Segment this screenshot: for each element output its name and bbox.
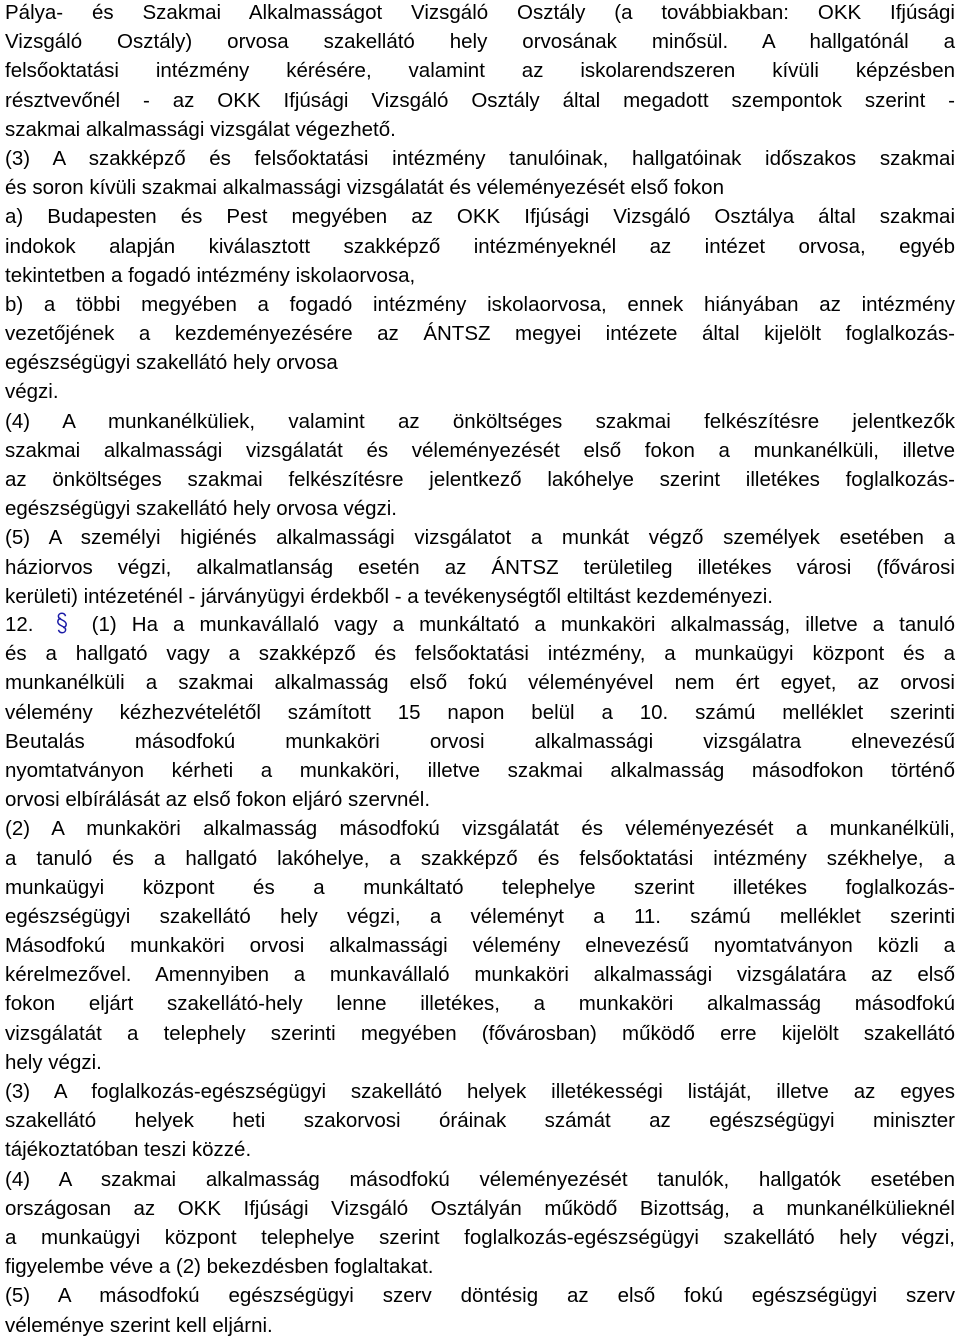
text-line: a tanuló és a hallgató lakóhelye, a szakképző és felsőoktatási intézmény székhelye, a (5, 846, 955, 870)
section-sign-icon[interactable] (55, 612, 69, 634)
text-line: (4) A szakmai alkalmasság másodfokú véleményezését tanulók, hallgatók esetében (5, 1167, 955, 1191)
text-line: és a hallgató vagy a szakképző és felsőoktatási intézmény, a munkaügyi központ és a (5, 642, 955, 666)
text-line: Másodfokú munkaköri orvosi alkalmassági vélemény elnevezésű nyomtatványon közli a (5, 934, 955, 958)
text-line: egészségügyi szakellátó hely orvosa végzi. (5, 497, 397, 521)
text-line: tekintetben a fogadó intézmény iskolaorvosa, (5, 263, 416, 287)
section-number: 12. (5, 613, 34, 636)
text-line: kerületi) intézeténél - járványügyi érdekből - a tevékenységtől eltiltást kezdeményezi. (5, 584, 773, 608)
text-line: végzi. (5, 380, 59, 404)
text-line: véleménye szerint kell eljárni. (5, 1313, 273, 1337)
text-line: szakmai alkalmassági vizsgálat végezhető. (5, 117, 396, 141)
text-line: Pálya- és Szakmai Alkalmasságot Vizsgáló Osztály (a továbbiakban: OKK Ifjúsági (5, 1, 955, 24)
text-line: fokon eljárt szakellátó-hely lenne illetékes, a munkaköri alkalmasság másodfokú (5, 992, 955, 1016)
text-line: háziorvos végzi, alkalmatlanság esetén az ÁNTSZ területileg illetékes városi (fővárosi (5, 555, 955, 579)
text-line: szakmai alkalmassági vizsgálatát és véleményezését első fokon a munkanélküli, illetve (5, 438, 955, 462)
section-12-intro-text: (1) Ha a munkavállaló vagy a munkáltató a munkaköri alkalmasság, illetve a tanuló (91, 613, 956, 636)
section-12-first-line (5, 610, 955, 639)
text-line: (3) A szakképző és felsőoktatási intézmény tanulóinak, hallgatóinak időszakos szakmai (5, 146, 955, 170)
text-line: vizsgálatát a telephely szerinti megyében (fővárosban) működő erre kijelölt szakellátó (5, 1021, 955, 1045)
text-line: (5) A személyi higiénés alkalmassági vizsgálatot a munkát végző személyek esetében a (5, 526, 955, 550)
text-line: b) a többi megyében a fogadó intézmény iskolaorvosa, ennek hiányában az intézmény (5, 292, 955, 316)
text-line: figyelembe véve a (2) bekezdésben foglaltakat. (5, 1255, 434, 1279)
text-line: Vizsgáló Osztály) orvosa szakellátó hely orvosának minősül. A hallgatónál a (5, 30, 955, 54)
text-line: országosan az OKK Ifjúsági Vizsgáló Osztályán működő Bizottság, a munkanélkülieknél (5, 1196, 955, 1220)
text-line: nyomtatványon kérheti a munkaköri, illetve szakmai alkalmasság másodfokon történő (5, 758, 955, 782)
text-line: az önköltséges szakmai felkészítésre jelentkező lakóhelye szerint illetékes foglalkozás- (5, 468, 955, 491)
text-line: kérelmezővel. Amennyiben a munkavállaló munkaköri alkalmassági vizsgálatára az első (5, 963, 955, 987)
text-line: orvosi elbírálását az első fokon eljáró szervnél. (5, 788, 431, 812)
text-line: Beutalás másodfokú munkaköri orvosi alkalmassági vizsgálatra elnevezésű (5, 729, 955, 753)
text-line: és soron kívüli szakmai alkalmassági vizsgálatát és véleményezését első fokon (5, 176, 724, 200)
section-12-body (5, 639, 955, 1340)
text-line: munkaügyi központ és a munkáltató telephelye szerint illetékes foglalkozás- (5, 875, 955, 899)
text-line: vezetőjének a kezdeményezésére az ÁNTSZ megyei intézete által kijelölt foglalkozás- (5, 322, 955, 346)
text-line: a munkaügyi központ telephelye szerint foglalkozás-egészségügyi szakellátó hely végzi, (5, 1225, 955, 1249)
text-line: (2) A munkaköri alkalmasság másodfokú vizsgálatát és véleményezését a munkanélküli, (5, 817, 955, 841)
text-line: munkanélküli a szakmai alkalmasság első fokú véleményével nem ért egyet, az orvosi (5, 671, 955, 695)
text-line: tájékoztatóban teszi közzé. (5, 1138, 252, 1162)
text-line: a) Budapesten és Pest megyében az OKK Ifjúsági Vizsgáló Osztálya által szakmai (5, 205, 955, 229)
text-line: (5) A másodfokú egészségügyi szerv döntésig az első fokú egészségügyi szerv (5, 1284, 955, 1308)
text-line: felsőoktatási intézmény kérésére, valamint az iskolarendszeren kívüli képzésben (5, 59, 955, 83)
text-block-top (5, 0, 955, 611)
text-line: egészségügyi szakellátó hely orvosa (5, 351, 338, 375)
text-line: indokok alapján kiválasztott szakképző intézményeknél az intézet orvosa, egyéb (5, 234, 955, 258)
text-line: egészségügyi szakellátó hely végzi, a véleményt a 11. számú melléklet szerinti (5, 904, 955, 928)
text-line: vélemény kézhezvételétől számított 15 napon belül a 10. számú melléklet szerinti (5, 700, 955, 724)
section-12 (5, 610, 955, 1340)
text-line: hely végzi. (5, 1050, 102, 1074)
text-line: (4) A munkanélküliek, valamint az önköltséges szakmai felkészítésre jelentkezők (5, 409, 955, 433)
text-line: résztvevőnél - az OKK Ifjúsági Vizsgáló Osztály által megadott szempontok szerint - (5, 88, 955, 112)
text-line: szakellátó helyek heti szakorvosi óráinak számát az egészségügyi miniszter (5, 1109, 955, 1133)
text-line: (3) A foglalkozás-egészségügyi szakellátó helyek illetékességi listáját, illetve az egyes (5, 1080, 955, 1103)
